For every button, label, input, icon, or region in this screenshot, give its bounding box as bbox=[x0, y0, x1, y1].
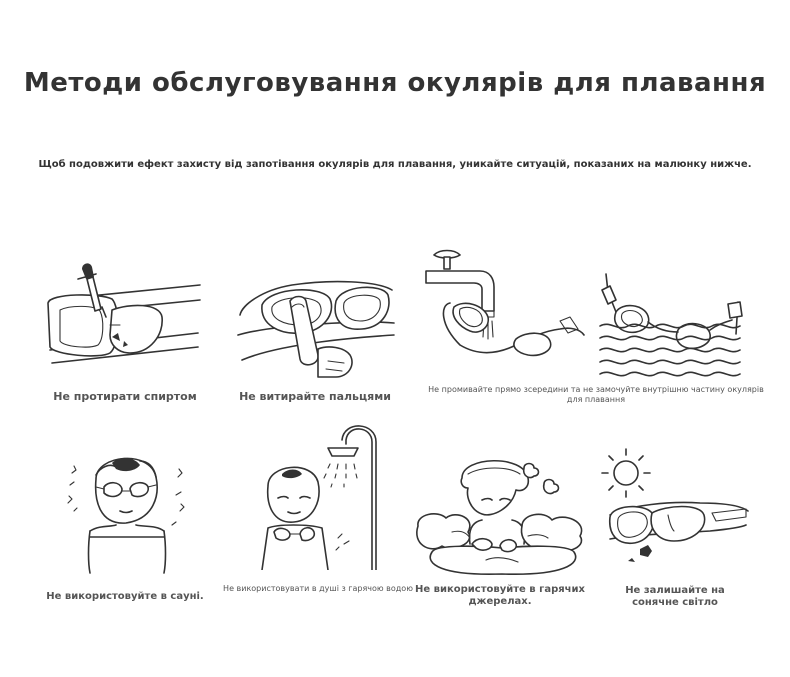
caption-faucet: Не промивайте прямо зсередини та не замочуйте внутрішню частину окулярів для плавання bbox=[428, 385, 764, 404]
caption-alcohol: Не протирати спиртом bbox=[53, 390, 197, 403]
sun-goggles-icon bbox=[600, 445, 750, 580]
tip-sauna bbox=[46, 445, 204, 602]
caption-finger: Не витирайте пальцями bbox=[239, 390, 391, 403]
caption-sauna: Не використовуйте в сауні. bbox=[46, 591, 204, 602]
caption-shower: Не використовувати в душі з гарячою водою bbox=[223, 584, 413, 593]
tip-hot-spring bbox=[412, 448, 592, 607]
tip-finger bbox=[232, 265, 402, 403]
tip-faucet bbox=[420, 245, 764, 404]
goggles-in-waves-icon bbox=[598, 272, 748, 377]
tip-shower bbox=[223, 420, 413, 593]
page-subtitle: Щоб подовжити ефект захисту від запотівання окулярів для плавання, уникайте ситуацій, показаних на малюнку нижче. bbox=[38, 159, 752, 170]
tip-alcohol bbox=[40, 255, 210, 403]
caption-sun: Не залишайте на сонячне світло bbox=[625, 585, 725, 608]
faucet-water-goggles-icon bbox=[420, 245, 590, 370]
tip-soak bbox=[598, 272, 748, 377]
tip-sun bbox=[600, 445, 750, 608]
page-title: Методи обслуговування окулярів для плавання bbox=[23, 68, 767, 98]
caption-hot-spring: Не використовуйте в гарячих джерелах. bbox=[415, 584, 585, 607]
sauna-person-goggles-icon bbox=[60, 445, 190, 575]
alcohol-dropper-goggles-icon bbox=[40, 255, 210, 385]
hot-spring-person-goggles-icon bbox=[412, 448, 592, 578]
finger-wiping-goggles-icon bbox=[232, 265, 402, 385]
hot-shower-person-goggles-icon bbox=[248, 420, 388, 570]
